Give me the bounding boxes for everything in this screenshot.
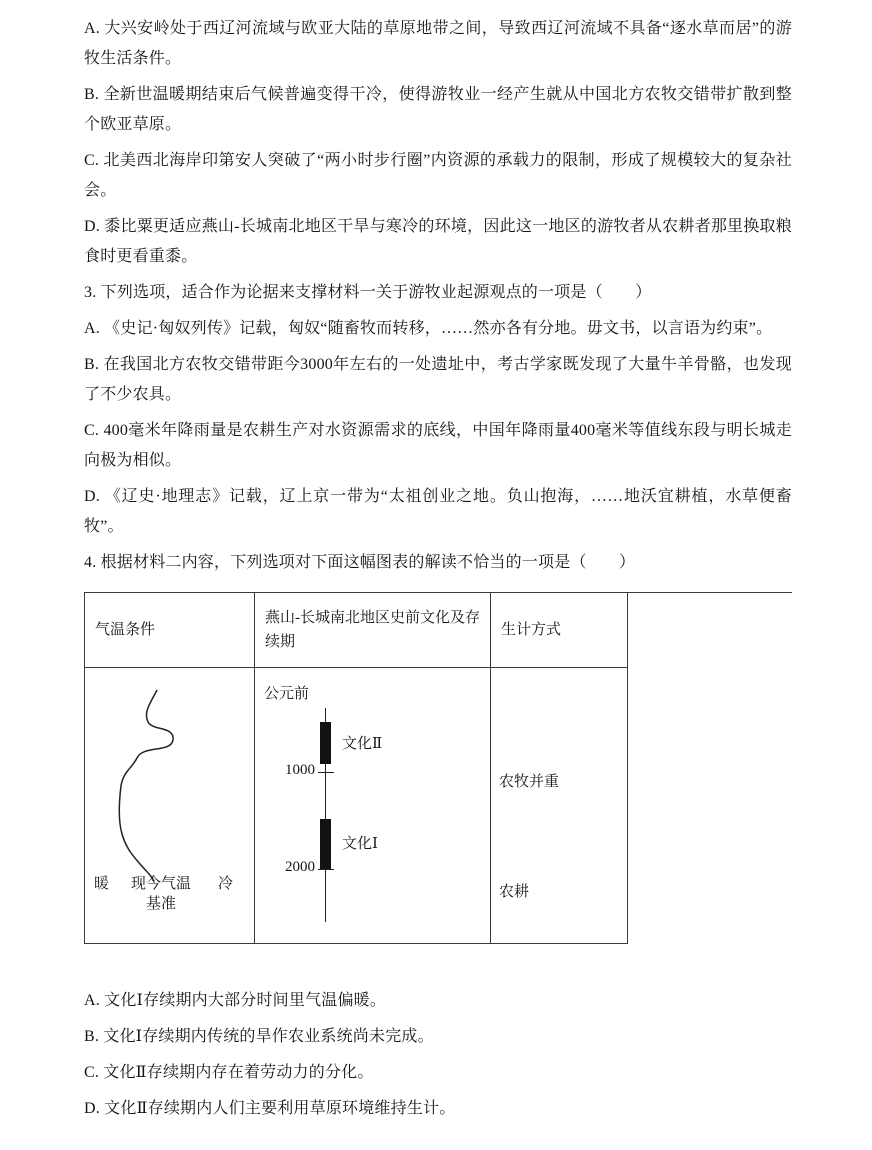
q2-option-d: D. 黍比粟更适应燕山-长城南北地区干旱与寒冷的环境，因此这一地区的游牧者从农耕者那里换取粮食时更看重黍。 <box>84 218 792 265</box>
livelihood-lower: 农耕 <box>499 884 530 900</box>
q2-option-a: A. 大兴安岭处于西辽河流域与欧亚大陆的草原地带之间，导致西辽河流域不具备“逐水草而居”的游牧生活条件。 <box>84 20 792 67</box>
q3-option-a: A. 《史记·匈奴列传》记载，匈奴“随畜牧而转移，……然亦各有分地。毋文书，以言语为约束”。 <box>84 320 773 337</box>
q3-option-b: B. 在我国北方农牧交错带距今3000年左右的一处遗址中，考古学家既发现了大量牛羊骨骼，也发现了不少农具。 <box>84 356 792 403</box>
q2-option-b: B. 全新世温暖期结束后气候普遍变得干冷，使得游牧业一经产生就从中国北方农牧交错带扩散到整个欧亚草原。 <box>84 86 792 133</box>
warm-label: 暖 <box>94 876 110 892</box>
culture1-period-bar <box>320 819 331 869</box>
table-header-temperature: 气温条件 <box>85 593 255 668</box>
q3-stem: 3. 下列选项，适合作为论据来支撑材料一关于游牧业起源观点的一项是（ ） <box>84 284 652 301</box>
q4-option-b: B. 文化Ⅰ存续期内传统的旱作农业系统尚未完成。 <box>84 1028 434 1045</box>
q4-option-a: A. 文化Ⅰ存续期内大部分时间里气温偏暖。 <box>84 992 387 1009</box>
culture2-label: 文化Ⅱ <box>342 736 383 752</box>
table-header-livelihood: 生计方式 <box>491 593 628 668</box>
q4-option-c: C. 文化Ⅱ存续期内存在着劳动力的分化。 <box>84 1064 374 1081</box>
baseline-line1: 现今气温 <box>130 876 191 892</box>
tick-1000 <box>318 772 334 773</box>
culture2-period-bar <box>320 722 331 764</box>
tick-1000-label: 1000 <box>285 762 315 778</box>
livelihood-cell <box>491 668 628 944</box>
baseline-label <box>123 874 199 914</box>
livelihood-upper: 农牧并重 <box>499 774 560 790</box>
table-header-culture-period: 燕山-长城南北地区史前文化及存续期 <box>255 593 491 668</box>
q4-stem: 4. 根据材料二内容，下列选项对下面这幅图表的解读不恰当的一项是（ ） <box>84 554 636 571</box>
q3-option-d: D. 《辽史·地理志》记载，辽上京一带为“太祖创业之地。负山抱海，……地沃宜耕植，水草便畜牧”。 <box>84 488 792 535</box>
baseline-line2: 基准 <box>145 896 176 912</box>
timeline-cell <box>255 668 491 944</box>
figure-table <box>84 592 792 944</box>
q2-option-c: C. 北美西北海岸印第安人突破了“两小时步行圈”内资源的承载力的限制，形成了规模较大的复杂社会。 <box>84 152 792 199</box>
q3-option-c: C. 400毫米年降雨量是农耕生产对水资源需求的底线，中国年降雨量400毫米等值线东段与明长城走向极为相似。 <box>84 422 792 469</box>
cold-label: 冷 <box>218 876 234 892</box>
temperature-curve-cell <box>85 668 255 944</box>
era-label: 公元前 <box>264 686 310 702</box>
culture1-label: 文化Ⅰ <box>342 836 378 852</box>
q4-option-d: D. 文化Ⅱ存续期内人们主要利用草原环境维持生计。 <box>84 1100 456 1117</box>
tick-2000 <box>318 869 334 870</box>
tick-2000-label: 2000 <box>285 859 315 875</box>
